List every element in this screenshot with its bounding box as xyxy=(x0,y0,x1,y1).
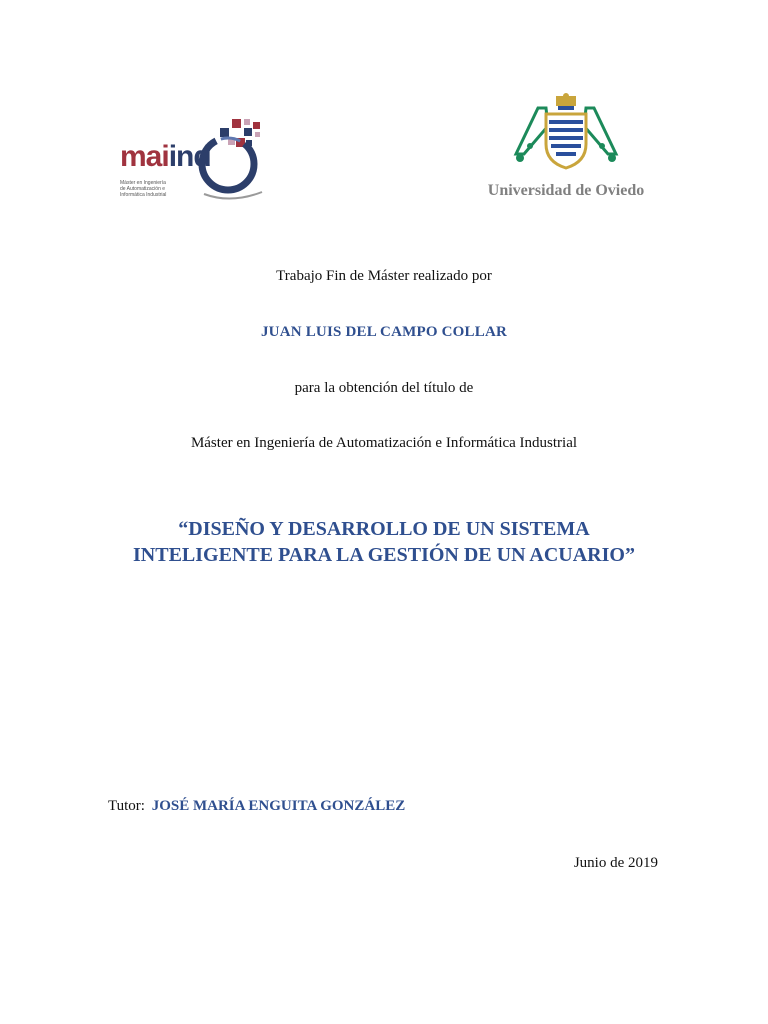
date-line: Junio de 2019 xyxy=(573,855,658,871)
thesis-title-line-2: INTELIGENTE PARA LA GESTIÓN DE UN ACUARIO” xyxy=(133,544,635,566)
purpose-line: para la obtención del título de xyxy=(294,380,474,396)
thesis-title-line-1: “DISEÑO Y DESARROLLO DE UN SISTEMA xyxy=(178,518,590,540)
tutor-name: JOSÉ MARÍA ENGUITA GONZÁLEZ xyxy=(151,798,406,814)
svg-text:Máster en Ingeniería: Máster en Ingeniería xyxy=(120,180,166,186)
degree-line: Máster en Ingeniería de Automatización e Informática Industrial xyxy=(190,435,578,451)
tutor-line xyxy=(108,798,405,815)
svg-text:de Automatización e: de Automatización e xyxy=(120,186,166,192)
maiind-logo xyxy=(116,116,272,208)
tutor-label: Tutor: xyxy=(108,798,145,814)
thesis-title xyxy=(0,516,768,568)
oviedo-name: Universidad de Oviedo xyxy=(487,182,645,199)
maiind-word-mai: mai xyxy=(120,140,169,173)
intro-line: Trabajo Fin de Máster realizado por xyxy=(276,268,492,284)
oviedo-crest-icon xyxy=(486,92,646,172)
maiind-word-ind: ind xyxy=(168,140,211,173)
oviedo-logo xyxy=(486,92,646,204)
svg-text:Informática Industrial: Informática Industrial xyxy=(120,192,167,198)
author-name: JUAN LUIS DEL CAMPO COLLAR xyxy=(260,324,508,340)
